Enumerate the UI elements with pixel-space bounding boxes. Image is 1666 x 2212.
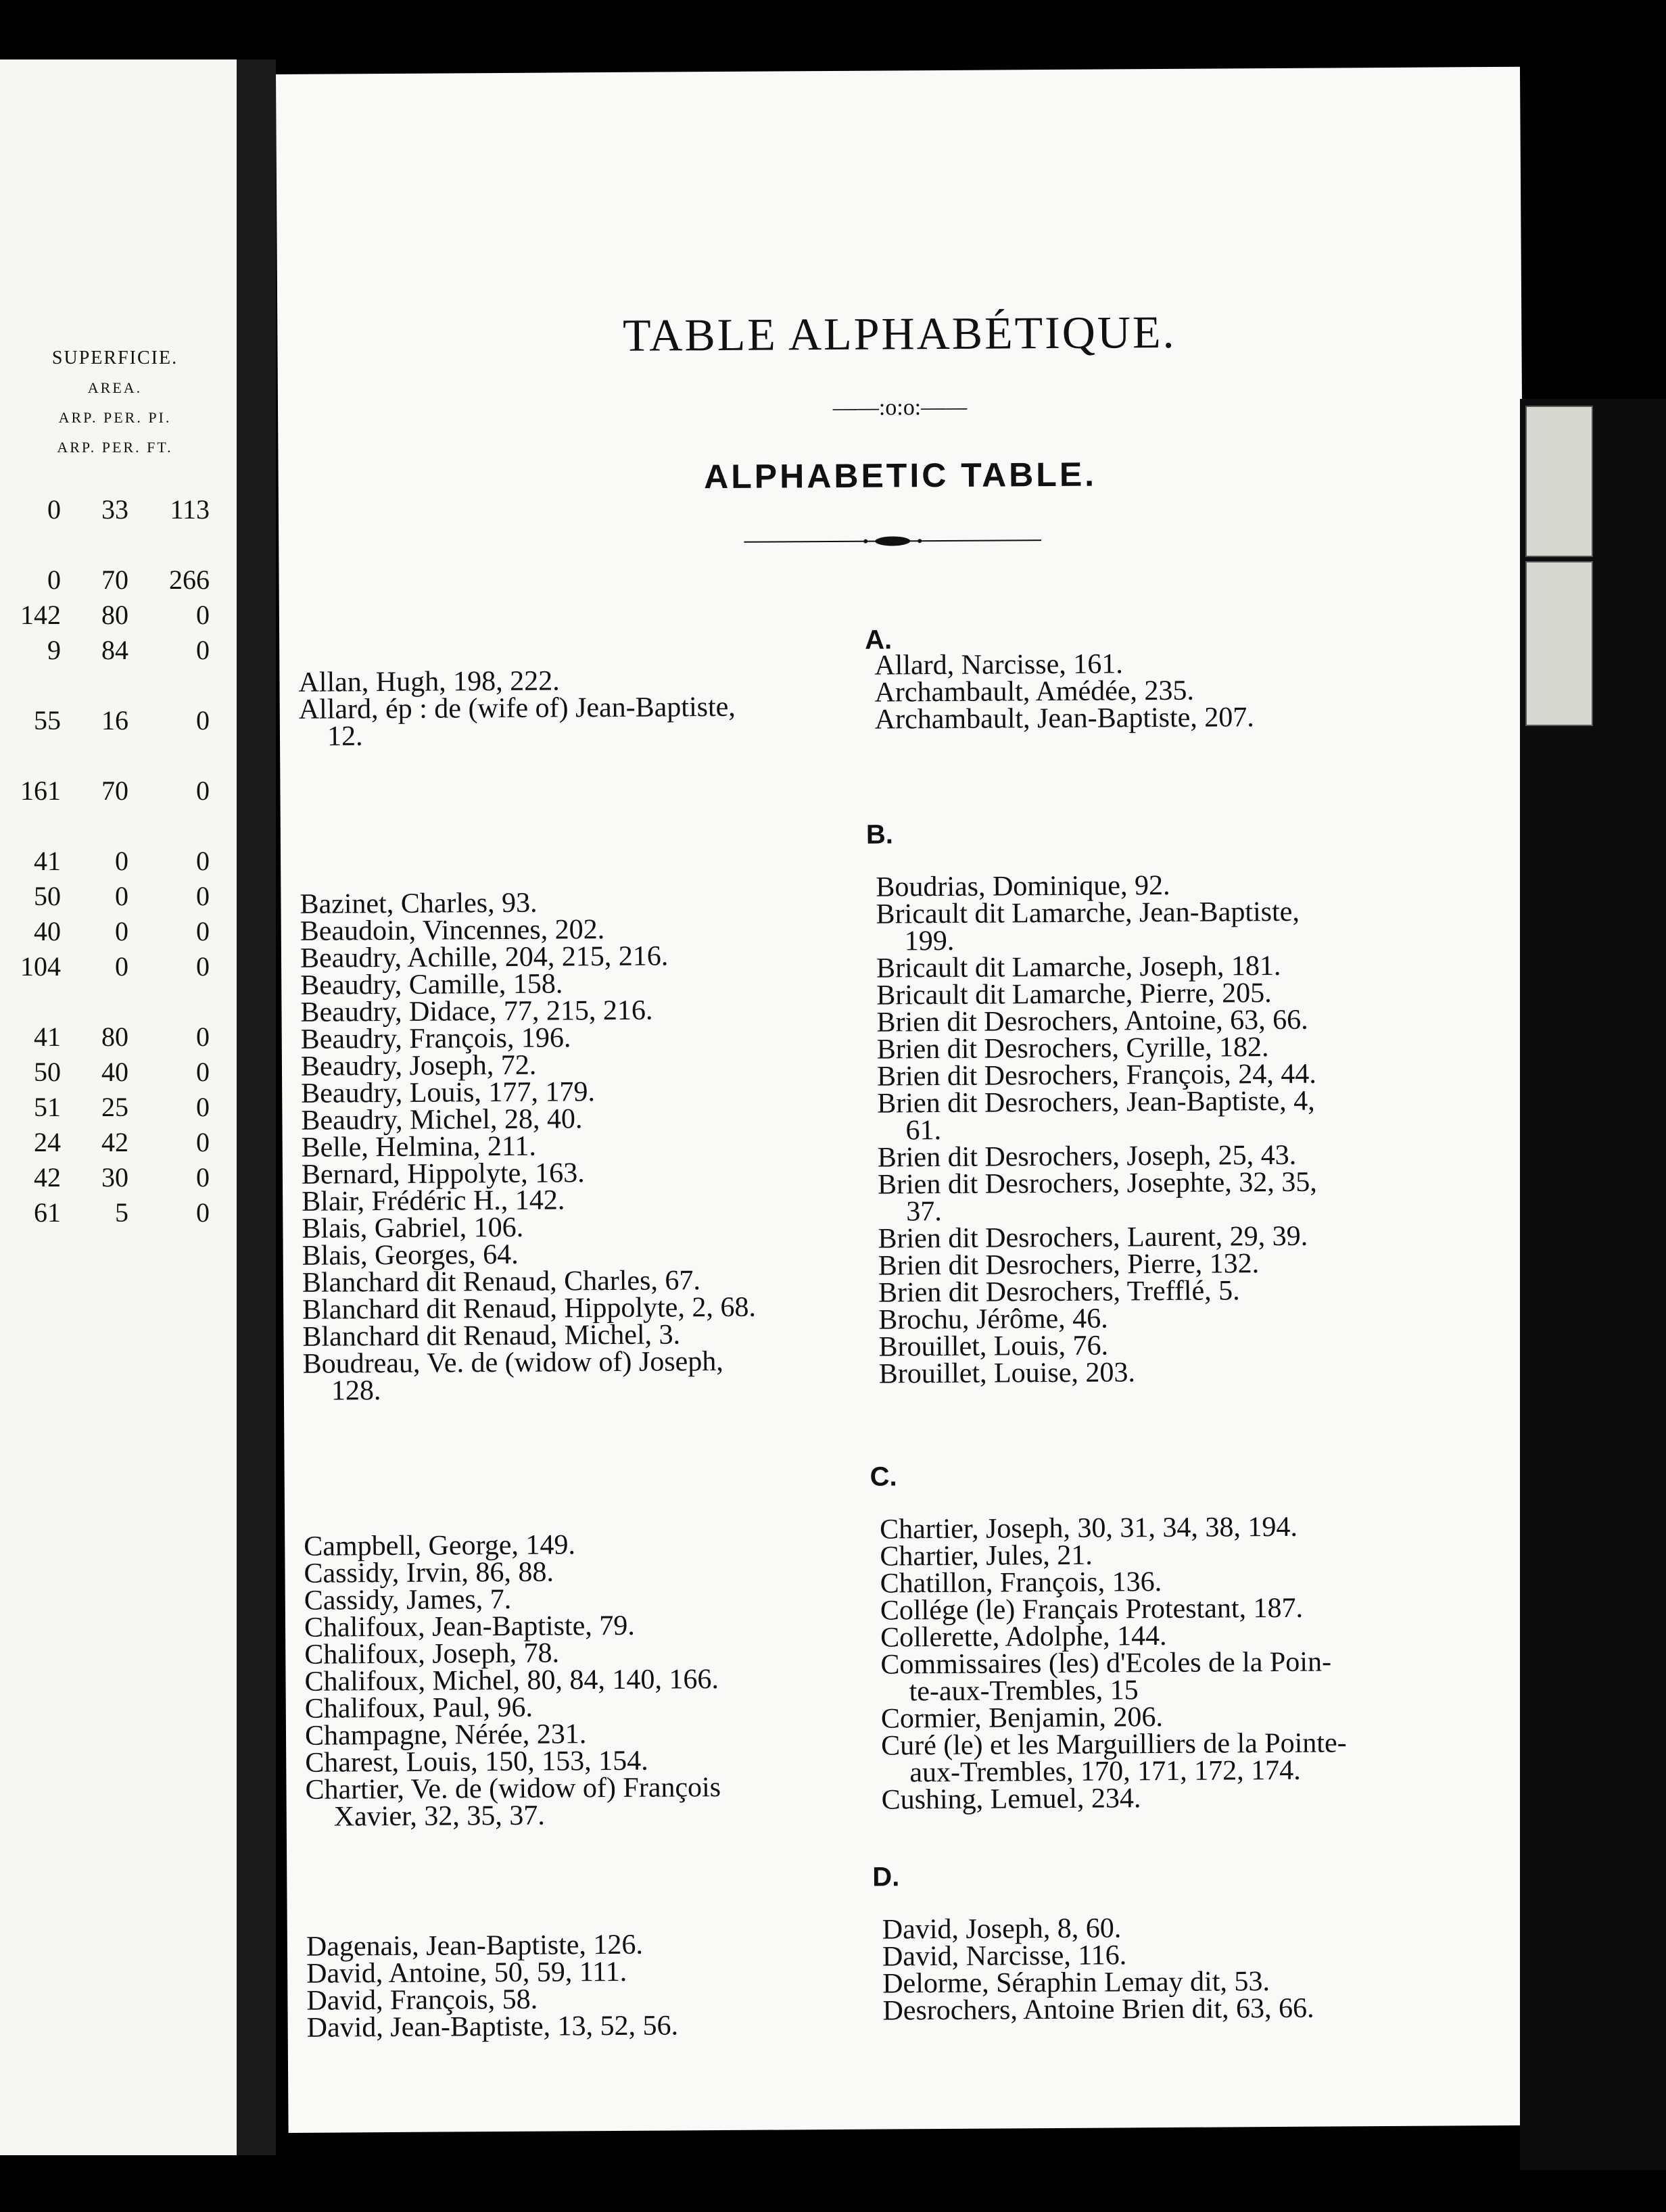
area-cell: [0, 984, 61, 1019]
index-entry: Beaudry, Michel, 28, 40.: [301, 1103, 583, 1136]
index-entry-continuation: Xavier, 32, 35, 37.: [333, 1800, 545, 1833]
index-entry: Dagenais, Jean-Baptiste, 126.: [306, 1929, 644, 1963]
area-cell: 80: [101, 1021, 128, 1052]
area-cell: 0: [196, 951, 210, 982]
index-entry: Chalifoux, Michel, 80, 84, 140, 166.: [304, 1664, 719, 1698]
index-entry: Beaudry, Louis, 177, 179.: [301, 1076, 596, 1109]
index-entry-continuation: aux-Trembles, 170, 171, 172, 174.: [909, 1754, 1301, 1789]
area-cell: [61, 809, 128, 844]
index-entry: Campbell, George, 149.: [304, 1529, 576, 1562]
page-tab-upper: [1525, 406, 1593, 557]
area-row: [0, 879, 230, 914]
index-entry: David, Joseph, 8, 60.: [882, 1913, 1122, 1946]
area-cell: [128, 527, 210, 562]
section-letter: D.: [872, 1862, 900, 1892]
area-header-fr: SUPERFICIE.: [51, 347, 178, 368]
index-entry: Brochu, Jérôme, 46.: [878, 1303, 1108, 1336]
area-cell: 0: [196, 916, 210, 946]
index-page: [276, 67, 1533, 2133]
area-row: [0, 1160, 230, 1195]
area-cell: [61, 738, 128, 773]
section-letter: C.: [870, 1462, 897, 1492]
section-letter: A.: [864, 625, 892, 655]
area-row: [0, 633, 230, 668]
index-column-left: [298, 666, 860, 750]
index-entry: Cormier, Benjamin, 206.: [880, 1702, 1164, 1735]
index-entry-continuation: 199.: [904, 925, 955, 957]
index-entry: Blais, Gabriel, 106.: [302, 1211, 524, 1245]
index-entry: Collége (le) Français Protestant, 187.: [880, 1592, 1304, 1627]
index-entry: Allard, ép : de (wife of) Jean-Baptiste,: [298, 691, 736, 725]
area-cell: 16: [101, 705, 128, 736]
area-cell: [61, 984, 128, 1019]
index-entry: Brien dit Desrochers, Antoine, 63, 66.: [876, 1004, 1308, 1038]
index-entry: Archambault, Amédée, 235.: [874, 675, 1195, 708]
index-entry: Bazinet, Charles, 93.: [300, 887, 538, 920]
index-entry: Bernard, Hippolyte, 163.: [301, 1157, 585, 1191]
page-title-french: TABLE ALPHABÉTIQUE.: [622, 306, 1176, 361]
index-entry: Archambault, Jean-Baptiste, 207.: [874, 702, 1254, 736]
index-entry: Chatillon, François, 136.: [880, 1566, 1162, 1600]
area-cell: [61, 668, 128, 703]
index-entry: Chartier, Jules, 21.: [880, 1539, 1093, 1572]
index-entry: Chalifoux, Paul, 96.: [304, 1691, 533, 1725]
area-cell: 0: [196, 1127, 210, 1157]
area-row: [0, 1125, 230, 1160]
area-row: [0, 1055, 230, 1090]
index-entry-continuation: 61.: [905, 1115, 942, 1147]
area-cell: 0: [196, 846, 210, 876]
index-entry: Beaudoin, Vincennes, 202.: [300, 914, 605, 947]
area-row: [0, 984, 230, 1019]
area-row: [0, 562, 230, 598]
page-tab-lower: [1525, 561, 1593, 726]
area-cell: 50: [34, 881, 61, 911]
index-column-right: [880, 1511, 1450, 1816]
index-entry: Beaudry, Achille, 204, 215, 216.: [300, 940, 669, 974]
area-row: [0, 738, 230, 773]
area-cell: 61: [34, 1197, 61, 1228]
area-cell: [0, 809, 61, 844]
index-entry: Bricault dit Lamarche, Jean-Baptiste,: [876, 896, 1300, 930]
index-column-left: [306, 1930, 868, 2042]
area-cell: 266: [169, 564, 210, 595]
area-cell: 113: [170, 494, 210, 525]
index-entry-continuation: te-aux-Trembles, 15: [909, 1675, 1139, 1708]
area-cell: 0: [47, 564, 61, 595]
index-entry: Chalifoux, Joseph, 78.: [304, 1637, 560, 1670]
area-cell: 25: [101, 1092, 128, 1122]
area-row: [0, 1195, 230, 1230]
index-entry-continuation: 12.: [327, 721, 363, 752]
area-cell: 51: [34, 1092, 61, 1122]
index-entry: David, Jean-Baptiste, 13, 52, 56.: [306, 2010, 679, 2044]
area-row: [0, 1090, 230, 1125]
area-row: [0, 492, 230, 527]
index-entry: Brien dit Desrochers, Laurent, 29, 39.: [878, 1220, 1308, 1255]
area-row: [0, 527, 230, 562]
index-entry: Desrochers, Antoine Brien dit, 63, 66.: [882, 1992, 1314, 2027]
index-entry: Brien dit Desrochers, Josephte, 32, 35,: [877, 1166, 1317, 1201]
area-cell: 0: [115, 951, 128, 982]
area-cell: 0: [47, 494, 61, 525]
section-letter: B.: [865, 819, 894, 850]
index-entry-continuation: 128.: [331, 1375, 381, 1407]
area-cell: 0: [196, 1197, 210, 1228]
index-entry: Allan, Hugh, 198, 222.: [298, 665, 560, 698]
area-cell: 42: [101, 1127, 128, 1157]
index-entry: Blanchard dit Renaud, Hippolyte, 2, 68.: [302, 1291, 757, 1326]
index-entry: Brouillet, Louise, 203.: [878, 1357, 1136, 1390]
area-cell: 0: [196, 1162, 210, 1193]
index-column-right: [876, 869, 1447, 1390]
area-cell: 0: [115, 846, 128, 876]
index-entry: Cushing, Lemuel, 234.: [881, 1783, 1141, 1816]
area-row: [0, 668, 230, 703]
index-entry: Charest, Louis, 150, 153, 154.: [305, 1745, 648, 1779]
area-row: [0, 949, 230, 984]
index-entry: Cassidy, James, 7.: [304, 1583, 512, 1616]
index-entry: David, Narcisse, 116.: [882, 1940, 1127, 1973]
index-entry: Boudrias, Dominique, 92.: [876, 869, 1170, 903]
area-values: [0, 492, 230, 1230]
area-cell: [0, 668, 61, 703]
area-cell: 42: [34, 1162, 61, 1193]
index-column-right: [882, 1913, 1451, 2027]
area-cell: 0: [115, 916, 128, 946]
area-row: [0, 773, 230, 809]
area-cell: [0, 738, 61, 773]
index-entry: Collerette, Adolphe, 144.: [880, 1620, 1167, 1654]
page-title-english: ALPHABETIC TABLE.: [703, 455, 1097, 496]
index-entry: Brien dit Desrochers, Cyrille, 182.: [876, 1032, 1269, 1065]
area-cell: 5: [115, 1197, 128, 1228]
index-entry: Brien dit Desrochers, Joseph, 25, 43.: [877, 1139, 1297, 1174]
area-cell: 30: [101, 1162, 128, 1193]
index-entry: Brien dit Desrochers, Pierre, 132.: [878, 1248, 1260, 1282]
area-cell: [128, 984, 210, 1019]
index-entry: Blair, Frédéric H., 142.: [302, 1184, 565, 1218]
area-cell: 9: [47, 635, 61, 665]
index-entry: Blanchard dit Renaud, Charles, 67.: [302, 1265, 701, 1299]
index-column-right: [874, 648, 1443, 736]
index-column-left: [304, 1530, 867, 1831]
area-cell: 142: [20, 600, 61, 630]
area-cell: 41: [34, 846, 61, 876]
index-entry: Beaudry, Camille, 158.: [300, 968, 563, 1001]
index-entry: Blanchard dit Renaud, Michel, 3.: [302, 1319, 681, 1353]
index-entry: Boudreau, Ve. de (widow of) Joseph,: [302, 1345, 723, 1380]
index-entry: Beaudry, Didace, 77, 215, 216.: [300, 994, 653, 1028]
index-entry: Brien dit Desrochers, Jean-Baptiste, 4,: [877, 1085, 1315, 1120]
book-gutter: [237, 59, 276, 2155]
area-cell: 24: [34, 1127, 61, 1157]
ornament-rule: [744, 533, 1041, 549]
area-row: [0, 703, 230, 738]
area-units-en: ARP. PER. FT.: [57, 439, 173, 456]
area-cell: 0: [196, 1057, 210, 1087]
index-entry: Delorme, Séraphin Lemay dit, 53.: [882, 1966, 1270, 2000]
index-entry-continuation: 37.: [906, 1196, 942, 1228]
area-cell: [128, 668, 210, 703]
index-entry: Chartier, Ve. de (widow of) François: [305, 1772, 721, 1806]
index-entry: David, Antoine, 50, 59, 111.: [306, 1956, 627, 1990]
index-entry: Brouillet, Louis, 76.: [878, 1330, 1109, 1363]
index-entry: Cassidy, Irvin, 86, 88.: [304, 1556, 554, 1589]
area-cell: 0: [196, 775, 210, 806]
area-cell: 84: [101, 635, 128, 665]
area-column-header: [0, 343, 230, 462]
index-entry: Blais, Georges, 64.: [302, 1239, 519, 1272]
area-cell: 70: [101, 564, 128, 595]
area-cell: 41: [34, 1021, 61, 1052]
area-cell: 0: [196, 1092, 210, 1122]
area-row: [0, 809, 230, 844]
area-cell: 161: [20, 775, 61, 806]
index-entry: Commissaires (les) d'Ecoles de la Poin-: [880, 1646, 1332, 1681]
index-entry: David, François, 58.: [306, 1983, 538, 2017]
area-cell: 33: [101, 494, 128, 525]
area-cell: 0: [115, 881, 128, 911]
area-row: [0, 1019, 230, 1055]
index-entry: Belle, Helmina, 211.: [301, 1130, 537, 1163]
area-header-en: AREA.: [87, 379, 143, 396]
index-entry: Chalifoux, Jean-Baptiste, 79.: [304, 1610, 635, 1643]
area-units-fr: ARP. PER. PI.: [58, 409, 172, 426]
index-entry: Champagne, Nérée, 231.: [304, 1718, 587, 1752]
index-entry: Beaudry, Joseph, 72.: [300, 1049, 537, 1082]
area-cell: [0, 527, 61, 562]
area-cell: 50: [34, 1057, 61, 1087]
area-row: [0, 914, 230, 949]
area-row: [0, 598, 230, 633]
area-cell: 40: [101, 1057, 128, 1087]
index-entry: Allard, Narcisse, 161.: [874, 648, 1123, 681]
area-cell: 104: [20, 951, 61, 982]
index-column-left: [300, 888, 864, 1405]
index-entry: Brien dit Desrochers, Trefflé, 5.: [878, 1275, 1240, 1309]
previous-page-strip: [0, 59, 237, 2155]
area-cell: 0: [196, 881, 210, 911]
index-entry: Beaudry, François, 196.: [300, 1022, 571, 1055]
area-cell: 55: [34, 705, 61, 736]
area-cell: 0: [196, 600, 210, 630]
area-cell: [61, 527, 128, 562]
index-entry: Chartier, Joseph, 30, 31, 34, 38, 194.: [880, 1511, 1298, 1545]
index-entry: Bricault dit Lamarche, Pierre, 205.: [876, 978, 1272, 1011]
area-cell: 0: [196, 705, 210, 736]
area-cell: 0: [196, 635, 210, 665]
index-entry: Brien dit Desrochers, François, 24, 44.: [876, 1058, 1316, 1092]
area-cell: [128, 809, 210, 844]
area-row: [0, 844, 230, 879]
area-cell: 80: [101, 600, 128, 630]
index-entry: Bricault dit Lamarche, Joseph, 181.: [876, 950, 1281, 984]
area-cell: 40: [34, 916, 61, 946]
area-cell: 0: [196, 1021, 210, 1052]
index-entry: Curé (le) et les Marguilliers de la Pointe-: [880, 1727, 1347, 1762]
title-separator: ——:o:o:——: [832, 394, 968, 420]
area-cell: [128, 738, 210, 773]
area-cell: 70: [101, 775, 128, 806]
